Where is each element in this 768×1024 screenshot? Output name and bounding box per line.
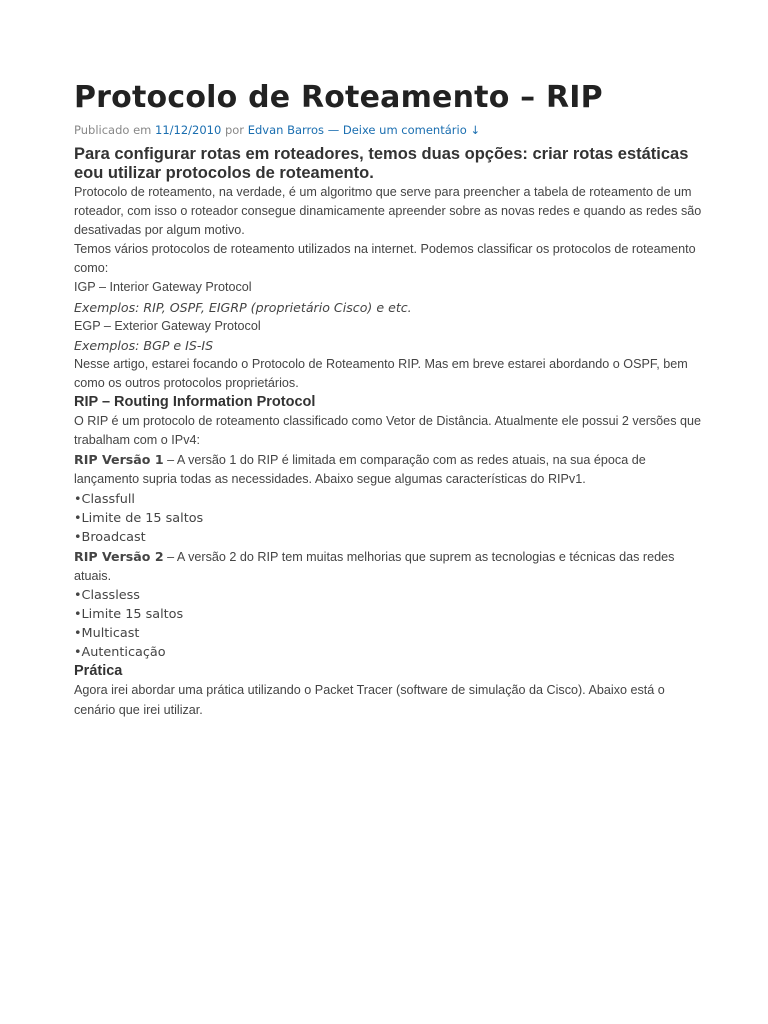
author-link[interactable]: Edvan Barros [247,123,325,137]
pratica-paragraph: Agora irei abordar uma prática utilizando o Packet Tracer (software de simulação da Cisco). Abaixo está o cenário que irei utilizar. [74,683,665,717]
rip-v1-bullet: •Classfull [74,491,135,507]
rip-intro-paragraph: O RIP é um protocolo de roteamento classificado como Vetor de Distância. Atualmente ele possui 2 versões que trabalham com o IPv4: [74,414,701,448]
by-label: por [224,123,245,137]
rip-v1-bullet: •Broadcast [74,529,146,545]
rip-v2-bullet: •Limite 15 saltos [74,607,184,623]
rip-v2-text: – A versão 2 do RIP tem muitas melhorias que suprem as tecnologias e técnicas das redes atuais. [74,549,675,583]
leave-comment-link[interactable]: Deixe um comentário ↓ [342,123,481,137]
rip-v2-bullet: •Classless [74,587,140,603]
rip-v2-bullet: •Autenticação [74,645,166,661]
post-meta [74,122,708,138]
focus-paragraph: Nesse artigo, estarei focando o Protocolo de Roteamento RIP. Mas em breve estarei abordando o OSPF, bem como os outros protocolos proprietários. [74,356,688,390]
rip-v1-text: – A versão 1 do RIP é limitada em comparação com as redes atuais, na sua época de lançamento supria todas as necessidades. Abaixo segue algumas características do RIPv1. [74,453,646,487]
intro-paragraph: Protocolo de roteamento, na verdade, é um algoritmo que serve para preencher a tabela de roteamento de um roteador, com isso o roteador consegue dinamicamente apreender sobre as novas redes e quando as redes são desativadas por algum motivo. [74,185,702,238]
published-prefix: Publicado em [74,123,152,137]
rip-v2-paragraph [74,547,708,586]
igp-line: IGP – Interior Gateway Protocol [74,280,252,295]
pratica-heading: Prática [74,663,123,680]
rip-v1-bullet: •Limite de 15 saltos [74,510,204,526]
egp-examples: Exemplos: BGP e IS-IS [74,337,214,353]
rip-v2-bullet: •Multicast [74,626,140,642]
rip-v1-paragraph [74,450,708,489]
rip-heading: RIP – Routing Information Protocol [74,394,316,411]
post-title: Protocolo de Roteamento – RIP [74,80,603,115]
meta-separator: — [327,123,340,137]
lead-paragraph: Para configurar rotas em roteadores, temos duas opções: criar rotas estáticas eou utilizar protocolos de roteamento. [74,145,689,182]
post-date-link[interactable]: 11/12/2010 [155,123,222,137]
classify-paragraph: Temos vários protocolos de roteamento utilizados na internet. Podemos classificar os protocolos de roteamento como: [74,242,696,276]
egp-line: EGP – Exterior Gateway Protocol [74,318,261,333]
igp-examples: Exemplos: RIP, OSPF, EIGRP (proprietário Cisco) e etc. [74,299,412,315]
rip-v2-label: RIP Versão 2 [74,548,164,564]
rip-v1-label: RIP Versão 1 [74,452,164,468]
